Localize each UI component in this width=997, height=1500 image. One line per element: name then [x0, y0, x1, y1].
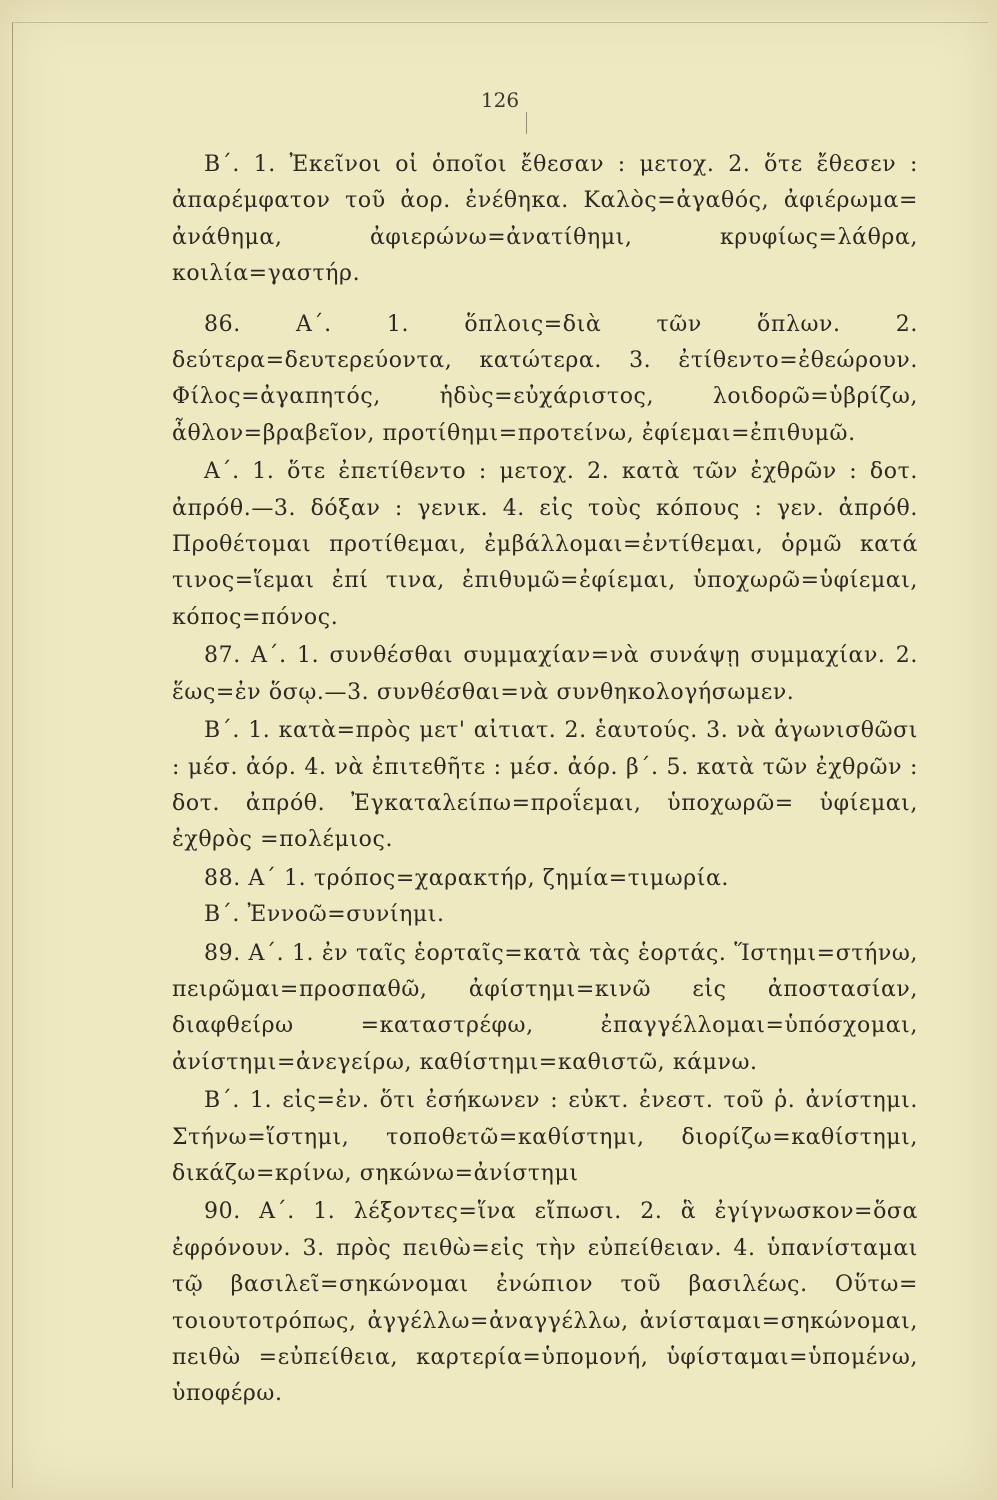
page-number-rule	[526, 112, 527, 134]
paragraph-89-b: Β΄. 1. εἰς=ἐν. ὅτι ἐσήκωνεν : εὐκτ. ἐνεστ. τοῦ ῥ. ἀνίστημι. Στήνω=ἵστημι, τοποθετῶ=καθίστημι, διορίζω=καθίστημι, δικάζω=κρίνω, σηκώνω=ἀνίστημι	[172, 1088, 918, 1186]
exercise-answers-text	[172, 147, 918, 1413]
page-number: 126	[480, 88, 520, 112]
paragraph-88-b: Β΄. Ἐννοῶ=συνίημι.	[204, 902, 445, 928]
paragraph-88-a: 88. Α΄ 1. τρόπος=χαρακτήρ, ζημία=τιμωρία.	[204, 865, 730, 891]
paragraph-85-b: Β΄. 1. Ἐκεῖνοι οἱ ὁποῖοι ἔθεσαν : μετοχ. 2. ὅτε ἔθεσεν : ἀπαρέμφατον τοῦ ἀορ. ἐνέθηκα. Καλὸς=ἀγαθός, ἀφιέρωμα= ἀνάθημα, ἀφιερώνω=ἀνατίθημι, κρυφίως=λάθρα, κοιλία=γαστήρ.	[172, 152, 918, 287]
paragraph-90-a: 90. Α΄. 1. λέξοντες=ἵνα εἴπωσι. 2. ἃ ἐγίγνωσκον=ὅσα ἐφρόνουν. 3. πρὸς πειθὼ=εἰς τὴν εὐπείθειαν. 4. ὑπανίσταμαι τῷ βασιλεῖ=σηκώνομαι ἐνώπιον τοῦ βασιλέως. Οὕτω= τοιουτοτρόπως, ἀγγέλλω=ἀναγγέλλω, ἀνίσταμαι=σηκώνομαι, πειθὼ =εὐπείθεια, καρτερία=ὑπομονή, ὑφίσταμαι=ὑπομένω, ὑποφέρω.	[172, 1199, 918, 1407]
paragraph-86-a: 86. Α΄. 1. ὅπλοις=διὰ τῶν ὅπλων. 2. δεύτερα=δευτερεύοντα, κατώτερα. 3. ἐτίθεντο=ἐθεώρουν. Φίλος=ἀγαπητός, ἡδὺς=εὐχάριστος, λοιδορῶ=ὑβρίζω, ἆθλον=βραβεῖον, προτίθημι=προτείνω, ἐφίεμαι=ἐπιθυμῶ.	[172, 311, 918, 446]
paragraph-87-b: Β΄. 1. κατὰ=πρὸς μετ' αἰτιατ. 2. ἑαυτούς. 3. νὰ ἀγωνισθῶσι : μέσ. ἀόρ. 4. νὰ ἐπιτεθῆτε : μέσ. ἀόρ. β΄. 5. κατὰ τῶν ἐχθρῶν : δοτ. ἀπρόθ. Ἐγκαταλείπω=προΐεμαι, ὑποχωρῶ= ὑφίεμαι, ἐχθρὸς =πολέμιος.	[172, 718, 918, 853]
paragraph-87-a: 87. Α΄. 1. συνθέσθαι συμμαχίαν=νὰ συνάψῃ συμμαχίαν. 2. ἕως=ἐν ὅσῳ.—3. συνθέσθαι=νὰ συνθηκολογήσωμεν.	[172, 643, 918, 705]
paragraph-89-a: 89. Α΄. 1. ἐν ταῖς ἑορταῖς=κατὰ τὰς ἑορτάς. Ἵστημι=στήνω, πειρῶμαι=προσπαθῶ, ἀφίστημι=κινῶ εἰς ἀποστασίαν, διαφθείρω =καταστρέφω, ἐπαγγέλλομαι=ὑπόσχομαι, ἀνίστημι=ἀνεγείρω, καθίστημι=καθιστῶ, κάμνω.	[172, 940, 918, 1075]
paragraph-86-a-grammar: Α΄. 1. ὅτε ἐπετίθεντο : μετοχ. 2. κατὰ τῶν ἐχθρῶν : δοτ. ἀπρόθ.—3. δόξαν : γενικ. 4. εἰς τοὺς κόπους : γεν. ἀπρόθ. Προθέτομαι προτίθεμαι, ἐμβάλλομαι=ἐντίθεμαι, ὁρμῶ κατά τινος=ἵεμαι ἐπί τινα, ἐπιθυμῶ=ἐφίεμαι, ὑποχωρῶ=ὑφίεμαι, κόπος=πόνος.	[172, 459, 918, 630]
